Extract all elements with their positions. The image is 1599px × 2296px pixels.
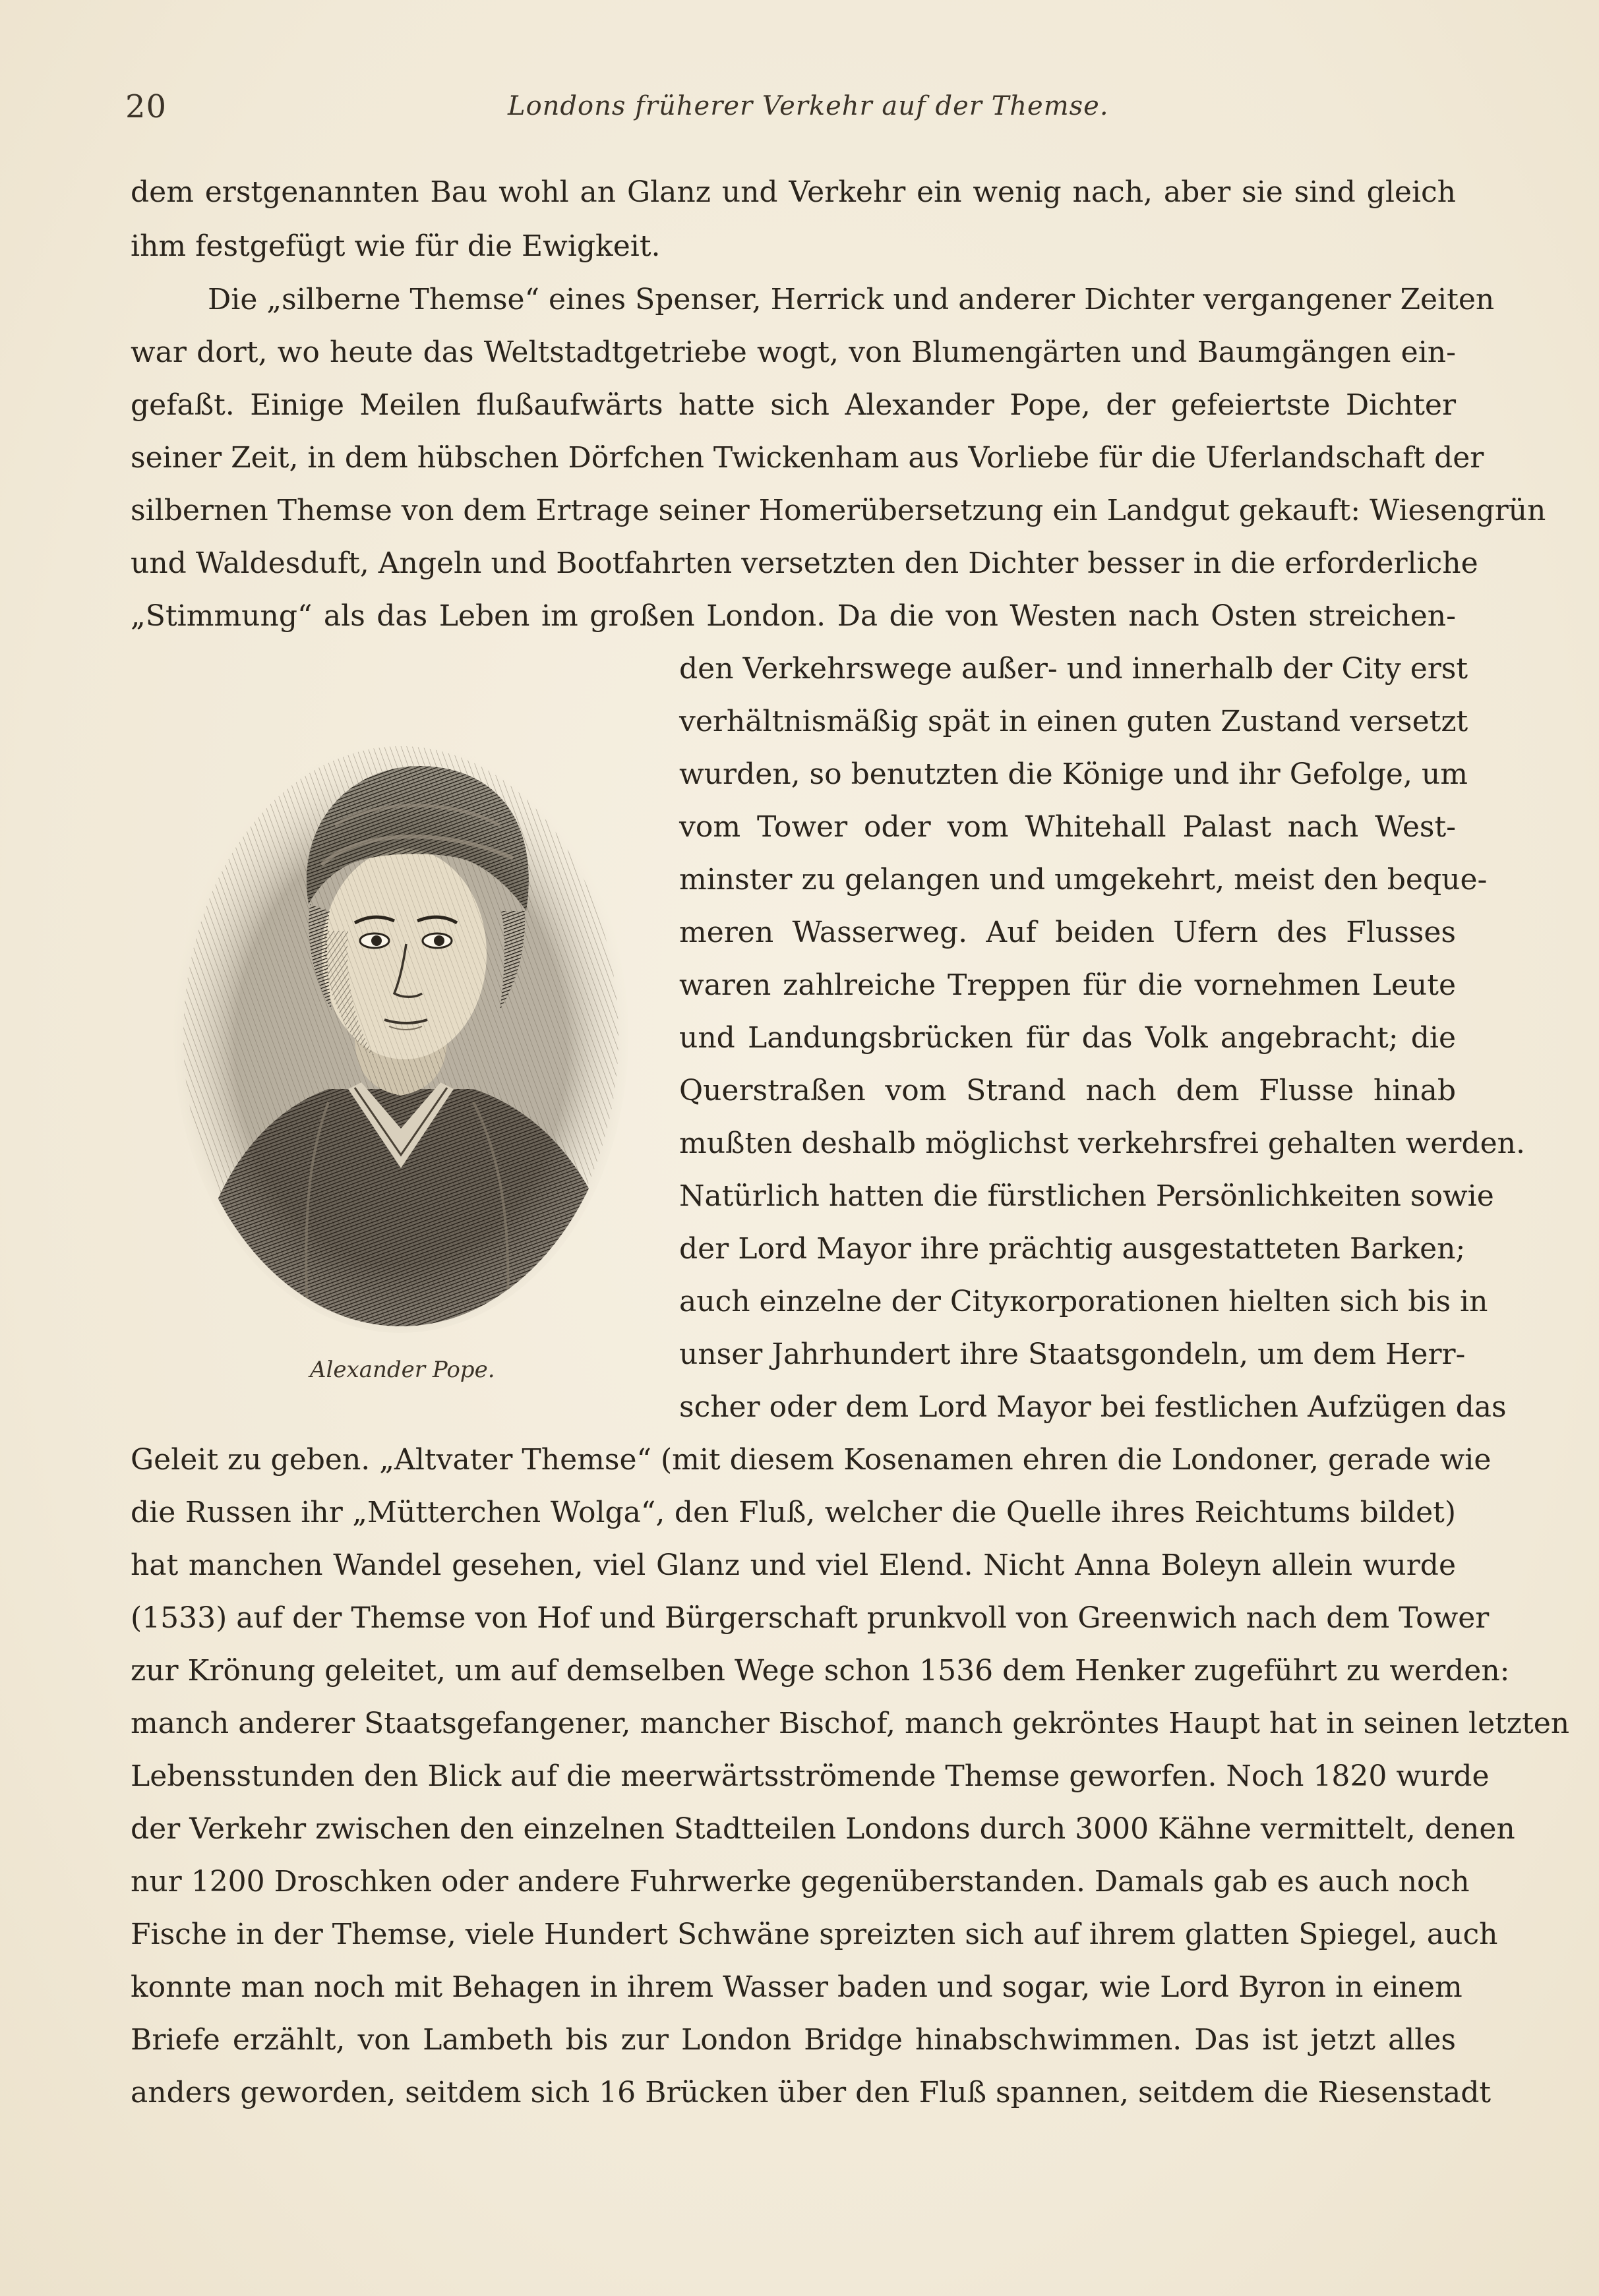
text-line: „Stimmung“ als das Leben im großen London. Da die von Westen nach Osten streichen- (131, 599, 1456, 633)
text-line: und Landungsbrücken für das Volk angebracht; die (679, 1021, 1456, 1055)
text-line: die Russen ihr „Mütterchen Wolga“, den Fluß, welcher die Quelle ihres Reichtums bildet) (131, 1496, 1456, 1529)
text-line: der Verkehr zwischen den einzelnen Stadtteilen Londons durch 3000 Kähne vermittelt, denen (131, 1812, 1515, 1846)
text-line: Lebensstunden den Blick auf die meerwärtsströmende Themse geworfen. Noch 1820 wurde (131, 1759, 1490, 1793)
text-line: seiner Zeit, in dem hübschen Dörfchen Twickenham aus Vorliebe für die Uferlandschaft der (131, 441, 1484, 475)
text-line: Querstraßen vom Strand nach dem Flusse hinab (679, 1074, 1456, 1107)
text-line: wurden, so benutzten die Könige und ihr Gefolge, um (679, 757, 1468, 791)
text-line: waren zahlreiche Treppen für die vornehmen Leute (679, 968, 1456, 1002)
text-line: Briefe erzählt, von Lambeth bis zur London Bridge hinabschwimmen. Das ist jetzt alles (131, 2023, 1456, 2057)
text-line: nur 1200 Droschken oder andere Fuhrwerke gegenüberstanden. Damals gab es auch noch (131, 1865, 1470, 1899)
text-line: auch einzelne der Cityкorporationen hielten sich bis in (679, 1285, 1488, 1318)
portrait-illustration (157, 693, 645, 1353)
text-line: Geleit zu geben. „Altvater Themse“ (mit diesem Kosenamen ehren die Londoner, gerade wie (131, 1443, 1492, 1477)
text-line: gefaßt. Einige Meilen flußaufwärts hatte sich Alexander Pope, der gefeiertste Dichter (131, 388, 1456, 422)
text-line: mußten deshalb möglichst verkehrsfrei gehalten werden. (679, 1127, 1525, 1160)
text-line: zur Krönung geleitet, um auf demselben Wege schon 1536 dem Henker zugeführt zu werden: (131, 1654, 1510, 1688)
text-line: anders geworden, seitdem sich 16 Brücken über den Fluß spannen, seitdem die Riesenstadt (131, 2076, 1492, 2109)
text-line: scher oder dem Lord Mayor bei festlichen Aufzügen das (679, 1390, 1507, 1424)
page-number: 20 (125, 88, 167, 125)
text-line: und Waldesduft, Angeln und Bootfahrten versetzten den Dichter besser in die erforderliche (131, 546, 1478, 580)
text-line: minster zu gelangen und umgekehrt, meist den beque- (679, 863, 1488, 897)
text-line: den Verkehrswege außer- und innerhalb der City erst (679, 652, 1468, 686)
figure-caption: Alexander Pope. (310, 1357, 495, 1383)
running-head (125, 84, 1464, 137)
text-line: hat manchen Wandel gesehen, viel Glanz und viel Elend. Nicht Anna Boleyn allein wurde (131, 1548, 1456, 1582)
text-line: (1533) auf der Themse von Hof und Bürgerschaft prunkvoll von Greenwich nach dem Tower (131, 1601, 1490, 1635)
text-line: der Lord Mayor ihre prächtig ausgestatteten Barken; (679, 1232, 1466, 1266)
text-line: vom Tower oder vom Whitehall Palast nach West- (679, 810, 1456, 844)
alexander-pope-portrait (157, 693, 645, 1353)
text-line: konnte man noch mit Behagen in ihrem Wasser baden und sogar, wie Lord Byron in einem (131, 1970, 1463, 2004)
running-title: Londons früherer Verkehr auf der Themse. (508, 91, 1109, 121)
text-line: unser Jahrhundert ihre Staatsgondeln, um dem Herr- (679, 1338, 1466, 1371)
text-line: verhältnismäßig spät in einen guten Zustand versetzt (679, 705, 1468, 738)
text-line: Die „silberne Themse“ eines Spenser, Herrick und anderer Dichter vergangener Zeiten (208, 283, 1495, 316)
text-line: ihm festgefügt wie für die Ewigkeit. (131, 229, 661, 263)
text-line: Fische in der Themse, viele Hundert Schwäne spreizten sich auf ihrem glatten Spiegel, auch (131, 1918, 1498, 1951)
text-line: Natürlich hatten die fürstlichen Persönlichkeiten sowie (679, 1179, 1494, 1213)
text-line: manch anderer Staatsgefangener, mancher Bischof, manch gekröntes Haupt hat in seinen letzten (131, 1707, 1570, 1740)
text-line: dem erstgenannten Bau wohl an Glanz und Verkehr ein wenig nach, aber sie sind gleich (131, 175, 1456, 209)
text-line: silbernen Themse von dem Ertrage seiner Homerübersetzung ein Landgut gekauft: Wiesengrün (131, 494, 1546, 527)
text-line: war dort, wo heute das Weltstadtgetriebe wogt, von Blumengärten und Baumgängen ein- (131, 336, 1456, 369)
text-line: meren Wasserweg. Auf beiden Ufern des Flusses (679, 916, 1456, 949)
